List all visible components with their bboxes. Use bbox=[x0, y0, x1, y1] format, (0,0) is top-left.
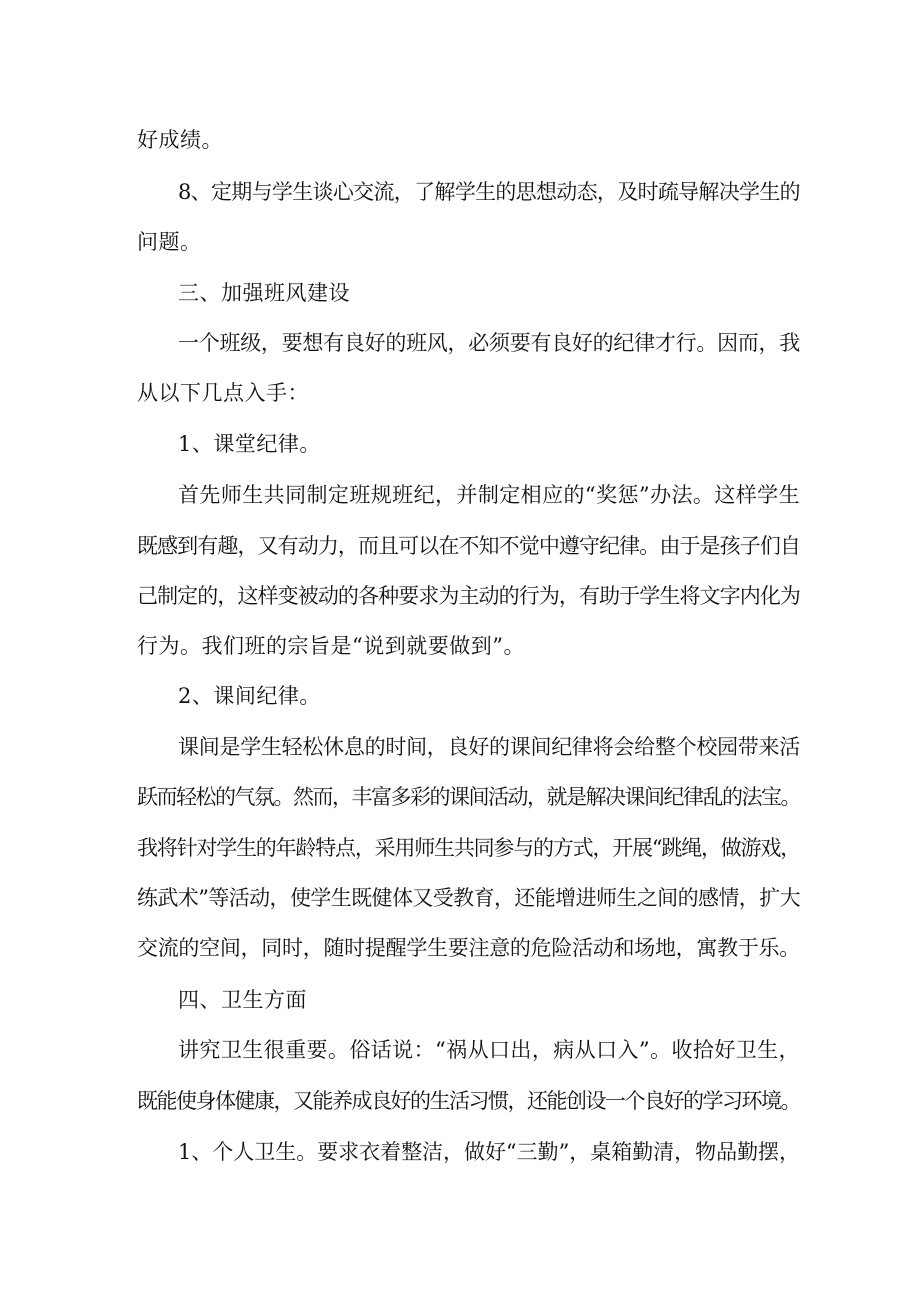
section-heading: 三、加强班风建设 bbox=[178, 281, 350, 305]
section-heading: 四、卫生方面 bbox=[178, 988, 307, 1012]
paragraph-line: 讲究卫生很重要。俗话说：“祸从口出，病从口入”。收拾好卫生， bbox=[178, 1038, 800, 1062]
paragraph-line: 首先师生共同制定班规班纪，并制定相应的“奖惩”办法。这样学生 bbox=[178, 483, 800, 507]
paragraph-line: 交流的空间，同时，随时提醒学生要注意的危险活动和场地，寓教于乐。 bbox=[137, 936, 800, 960]
paragraph-line: 从以下几点入手： bbox=[137, 381, 309, 405]
paragraph-line: 问题。 bbox=[137, 230, 202, 254]
paragraph-line: 8、定期与学生谈心交流，了解学生的思想动态，及时疏导解决学生的 bbox=[178, 180, 800, 204]
paragraph-line: 既能使身体健康，又能养成良好的生活习惯，还能创设一个良好的学习环境。 bbox=[137, 1089, 800, 1113]
paragraph-line: 课间是学生轻松休息的时间，良好的课间纪律将会给整个校园带来活 bbox=[178, 735, 800, 759]
paragraph-line: 既感到有趣，又有动力，而且可以在不知不觉中遵守纪律。由于是孩子们自 bbox=[137, 534, 800, 558]
subsection-heading: 1、课堂纪律。 bbox=[178, 432, 321, 456]
paragraph-line: 跃而轻松的气氛。然而，丰富多彩的课间活动，就是解决课间纪律乱的法宝。 bbox=[137, 785, 800, 809]
subsection-heading: 2、课间纪律。 bbox=[178, 684, 321, 708]
paragraph-line: 己制定的，这样变被动的各种要求为主动的行为，有助于学生将文字内化为 bbox=[137, 584, 800, 608]
paragraph-line: 1、个人卫生。要求衣着整洁，做好“三勤”，桌箱勤清，物品勤摆， bbox=[178, 1140, 800, 1164]
paragraph-line: 我将针对学生的年龄特点，采用师生共同参与的方式，开展“跳绳，做游戏， bbox=[137, 836, 800, 860]
paragraph-line: 一个班级，要想有良好的班风，必须要有良好的纪律才行。因而，我 bbox=[178, 331, 800, 355]
paragraph-line: 练武术”等活动，使学生既健体又受教育，还能增进师生之间的感情，扩大 bbox=[137, 886, 800, 910]
paragraph-line: 好成绩。 bbox=[137, 128, 223, 152]
paragraph-line: 行为。我们班的宗旨是“说到就要做到”。 bbox=[137, 634, 525, 658]
